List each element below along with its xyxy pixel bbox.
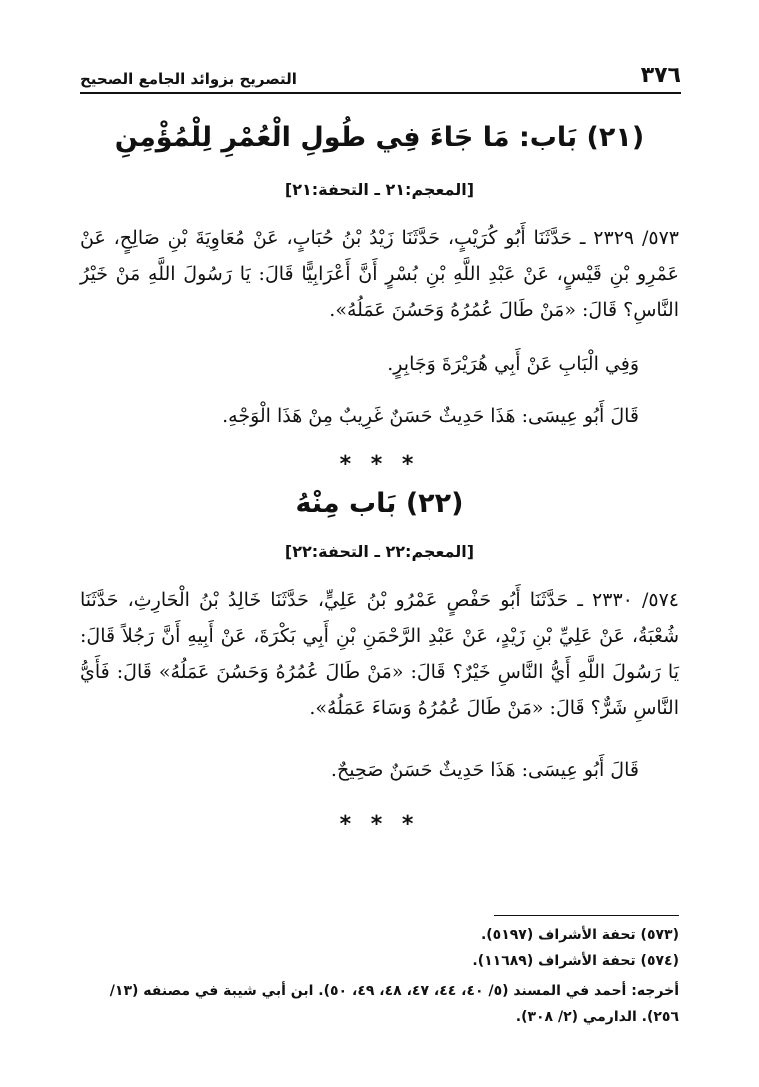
footnote-574: (٥٧٤) تحفة الأشراف (١١٦٨٩). (472, 953, 679, 969)
chapter-reference-21: [المعجم:٢١ ـ التحفة:٢١] (284, 180, 475, 199)
page-header (80, 60, 681, 88)
chapter-note-22-1: قَالَ أَبُو عِيسَى: هَذَا حَدِيثٌ حَسَنٌ صَحِيحٌ. (330, 759, 639, 781)
hadith-574: ٥٧٤/ ٢٣٣٠ ـ حَدَّثَنَا أَبُو حَفْصٍ عَمْرُو بْنُ عَلِيٍّ، حَدَّثَنَا خَالِدُ بْنُ الْحَارِثِ، حَدَّثَنَا شُعْبَةُ، عَنْ عَلِيِّ بْنِ زَيْدٍ، عَنْ عَبْدِ الرَّحْمَنِ بْنِ أَبِي بَكْرَةَ، عَنْ أَبِيهِ أَنَّ رَجُلاً قَالَ: يَا رَسُولَ اللَّهِ أَيُّ النَّاسِ خَيْرٌ؟ قَالَ: «مَنْ طَالَ عُمُرُهُ وَحَسُنَ عَمَلُهُ» قَالَ: فَأَيُّ النَّاسِ شَرٌّ؟ قَالَ: «مَنْ طَالَ عُمُرُهُ وَسَاءَ عَمَلُهُ». (80, 589, 679, 719)
running-title: التصريح بزوائد الجامع الصحيح (80, 70, 297, 88)
header-divider (80, 92, 681, 94)
chapter-heading-22: (٢٢) بَاب مِنْهُ (295, 488, 464, 519)
chapter-heading-21: (٢١) بَاب: مَا جَاءَ فِي طُولِ الْعُمْرِ لِلْمُؤْمِنِ (114, 122, 645, 153)
chapter-note-21-2: قَالَ أَبُو عِيسَى: هَذَا حَدِيثٌ حَسَنٌ غَرِيبٌ مِنْ هَذَا الْوَجْهِ. (222, 405, 639, 427)
section-separator: * * * (339, 452, 420, 477)
section-separator-end: * * * (339, 812, 420, 837)
footnote-takhrij: أخرجه: أحمد في المسند (٥/ ٤٠، ٤٤، ٤٧، ٤٨، ٤٩، ٥٠). ابن أبي شيبة في مصنفه (١٣/ ٢٥٦). الدارمي (٢/ ٣٠٨). (109, 983, 679, 1025)
footnote-divider (494, 915, 679, 916)
hadith-573: ٥٧٣/ ٢٣٢٩ ـ حَدَّثَنَا أَبُو كُرَيْبٍ، حَدَّثَنَا زَيْدُ بْنُ حُبَابٍ، عَنْ مُعَاوِيَةَ بْنِ صَالِحٍ، عَنْ عَمْرِو بْنِ قَيْسٍ، عَنْ عَبْدِ اللَّهِ بْنِ بُسْرٍ أَنَّ أَعْرَابِيًّا قَالَ: يَا رَسُولَ اللَّهِ مَنْ خَيْرُ النَّاسِ؟ قَالَ: «مَنْ طَالَ عُمُرُهُ وَحَسُنَ عَمَلُهُ». (80, 227, 679, 321)
chapter-note-21-1: وَفِي الْبَابِ عَنْ أَبِي هُرَيْرَةَ وَجَابِرٍ. (387, 353, 639, 375)
page-number: ٣٧٦ (640, 63, 681, 88)
footnote-573: (٥٧٣) تحفة الأشراف (٥١٩٧). (480, 927, 679, 943)
chapter-reference-22: [المعجم:٢٢ ـ التحفة:٢٢] (284, 542, 475, 561)
